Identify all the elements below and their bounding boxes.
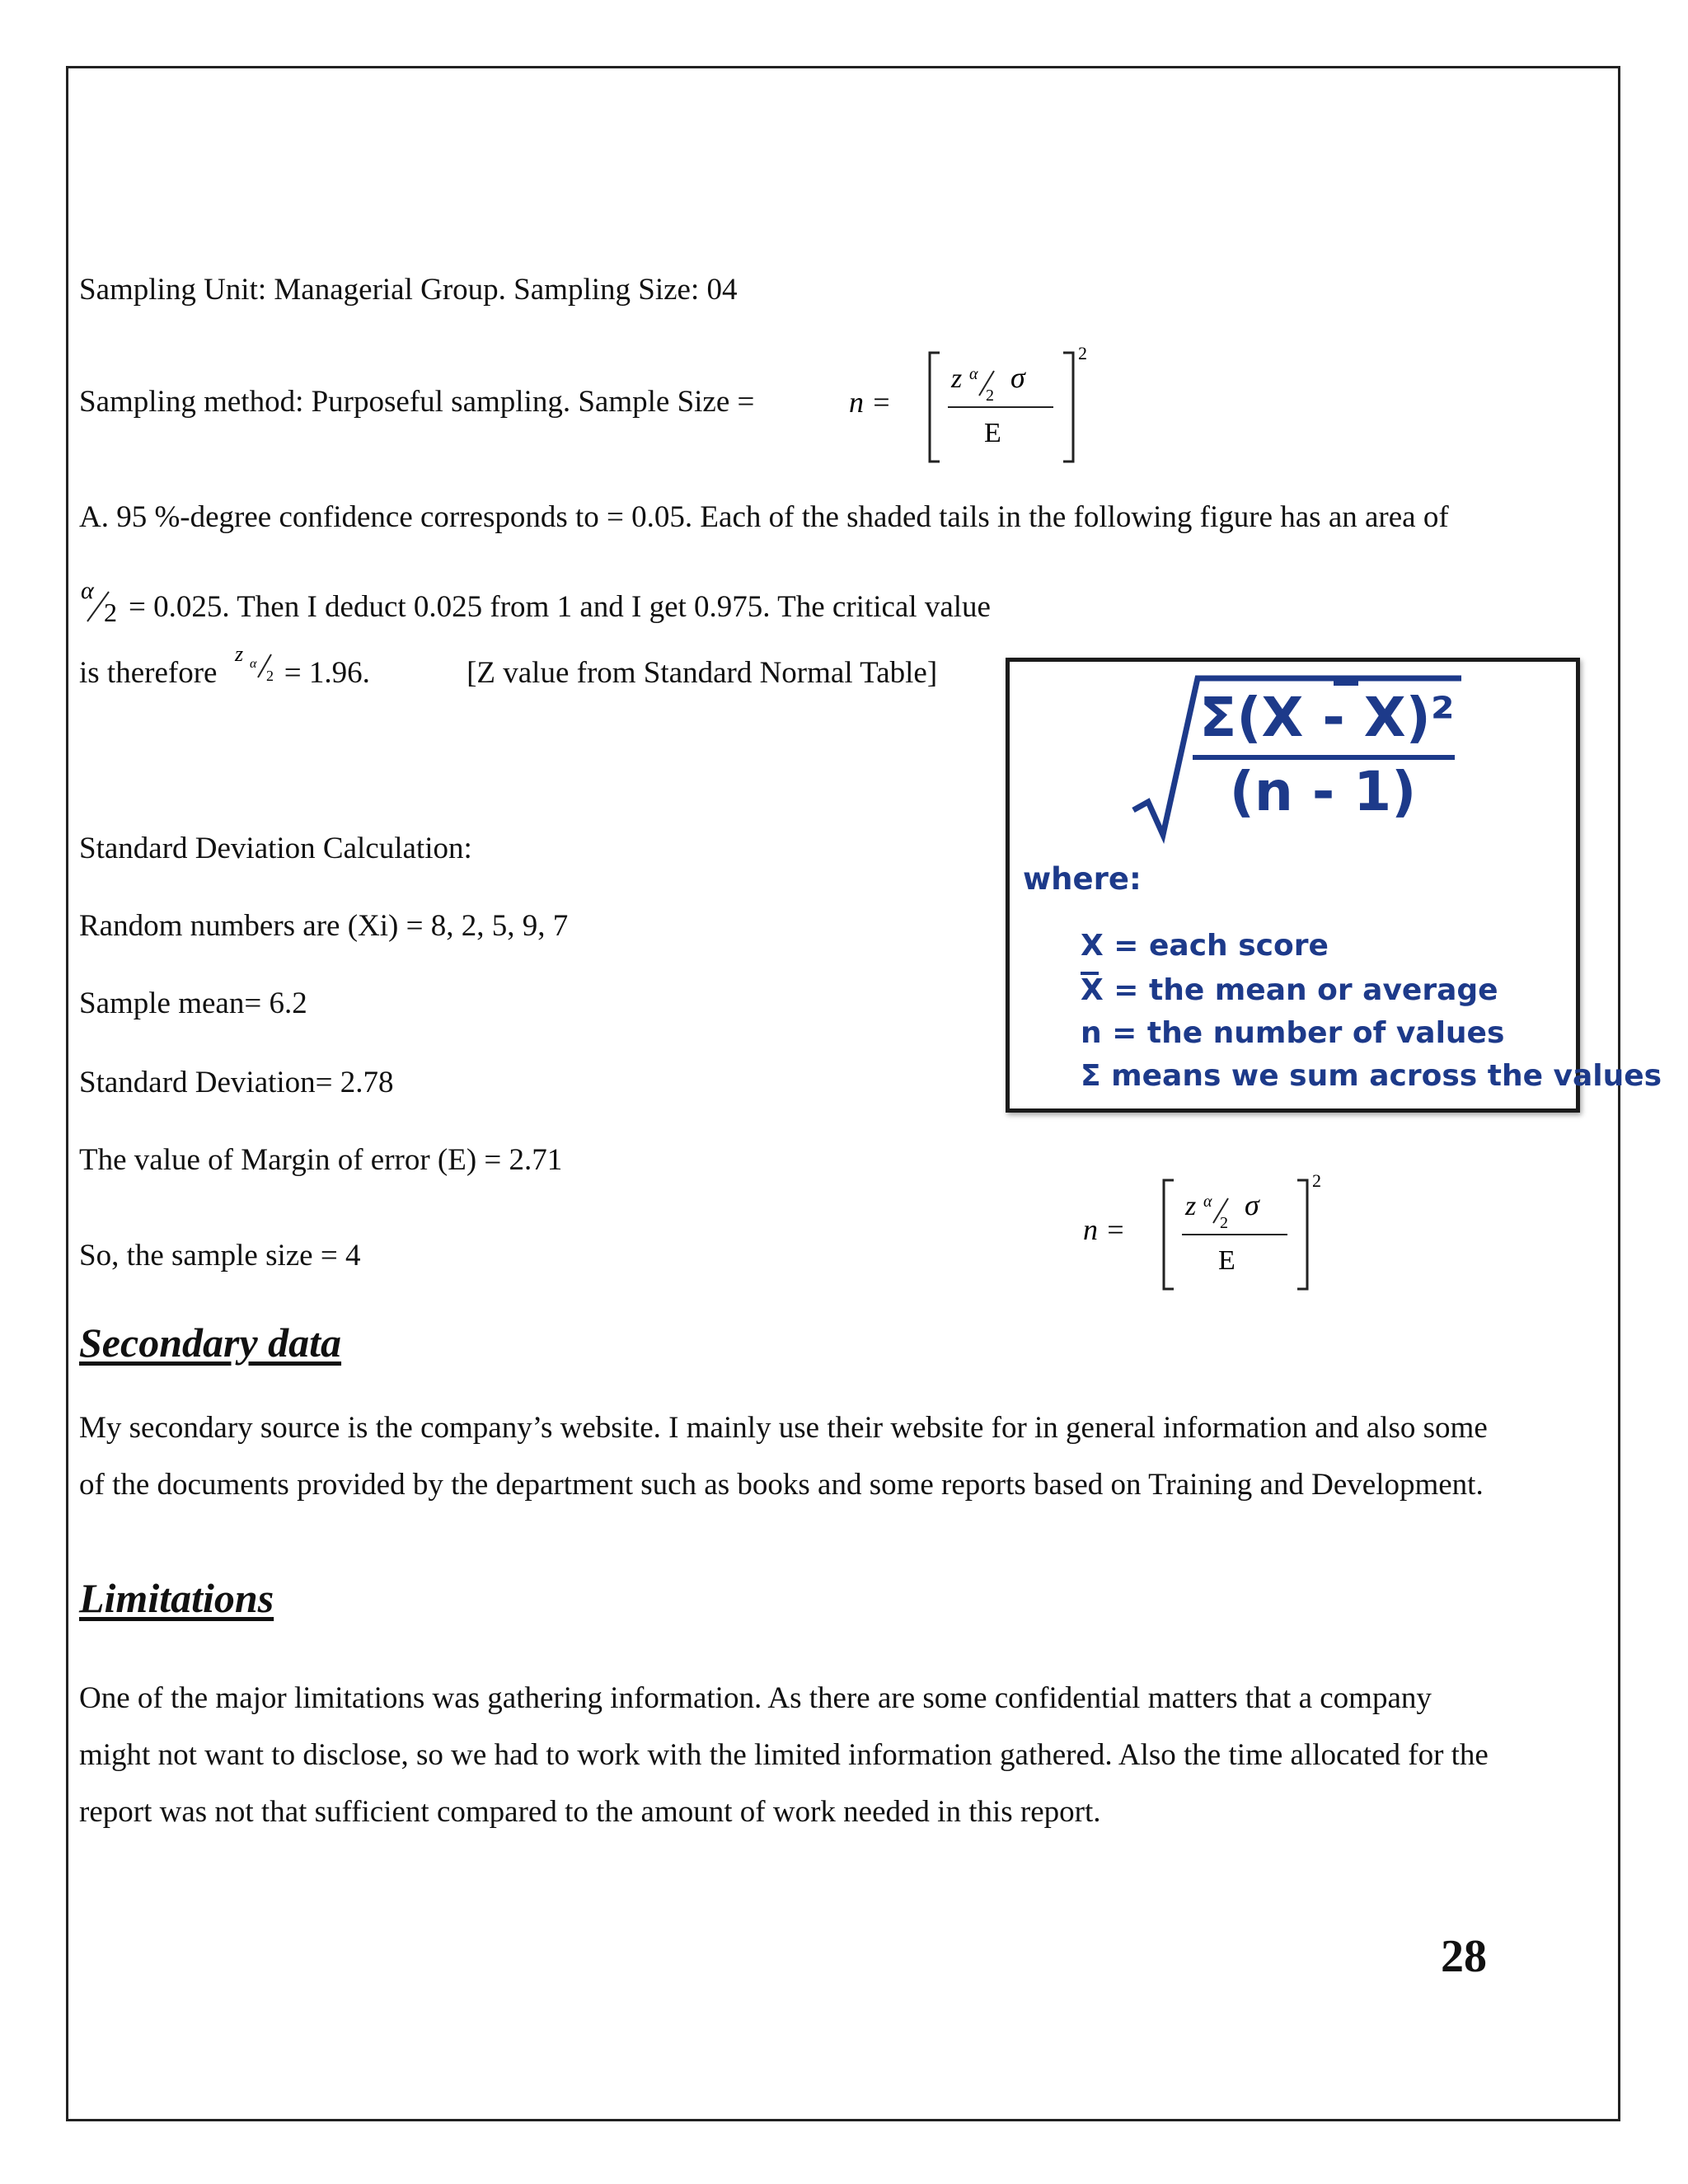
numerator-two: 2 — [986, 387, 994, 405]
page-number: 28 — [1441, 1931, 1487, 1982]
confidence-line: A. 95 %-degree confidence corresponds to = 0.05. Each of the shaded tails in the following figure has an area of — [79, 500, 1449, 534]
definition-each-score: X = each score — [1081, 929, 1329, 963]
numerator-z: z — [951, 363, 963, 394]
sample-size-formula-2-svg — [1083, 1165, 1330, 1297]
standard-deviation-formula-box — [1006, 658, 1662, 1113]
sample-size-formula-svg — [849, 338, 1096, 470]
sd-calc-line: Standard Deviation Calculation: — [79, 832, 472, 865]
therefore-prefix: is therefore — [79, 656, 218, 690]
formula-lhs: n = — [849, 386, 892, 419]
z-alpha-half — [233, 644, 284, 686]
random-numbers-line: Random numbers are (Xi) = 8, 2, 5, 9, 7 — [79, 909, 569, 943]
numerator-two-2: 2 — [1220, 1214, 1228, 1232]
secondary-line-1: My secondary source is the company’s website. I mainly use their website for in general information and also some — [79, 1411, 1488, 1445]
margin-error-line: The value of Margin of error (E) = 2.71 — [79, 1143, 563, 1177]
limitations-paragraph — [79, 1670, 1609, 1840]
secondary-line-2: of the documents provided by the department such as books and some reports based on Training and Development. — [79, 1468, 1484, 1502]
z-value-note: [Z value from Standard Normal Table] — [467, 656, 938, 690]
right-bracket — [1063, 353, 1073, 462]
exponent-2: 2 — [1312, 1170, 1321, 1191]
alpha-symbol: α — [81, 577, 94, 604]
alpha-over-two — [79, 579, 129, 625]
sampling-method-line: Sampling method: Purposeful sampling. Sample Size = — [79, 385, 755, 419]
sample-size-line: So, the sample size = 4 — [79, 1239, 361, 1272]
therefore-value: = 1.96. — [284, 656, 370, 690]
secondary-data-heading: Secondary data — [79, 1319, 342, 1366]
std-dev-line: Standard Deviation= 2.78 — [79, 1066, 394, 1099]
standard-deviation-formula-svg — [1010, 662, 1662, 1108]
two-symbol: 2 — [104, 598, 117, 627]
left-bracket — [930, 353, 940, 462]
numerator-sigma: σ — [1010, 361, 1025, 394]
right-bracket-2 — [1297, 1180, 1307, 1289]
formula-2-lhs: n = — [1083, 1213, 1126, 1246]
numerator-sigma-2: σ — [1245, 1188, 1259, 1221]
sample-mean-line: Sample mean= 6.2 — [79, 987, 307, 1020]
left-bracket-2 — [1164, 1180, 1174, 1289]
numerator-z-2: z — [1185, 1191, 1197, 1221]
sample-size-formula-2 — [1083, 1165, 1330, 1301]
denominator-e: E — [984, 418, 1001, 448]
sd-denominator: (n - 1) — [1229, 760, 1417, 823]
sampling-unit-line: Sampling Unit: Managerial Group. Sampling Size: 04 — [79, 273, 738, 307]
denominator-e-2: E — [1218, 1245, 1236, 1276]
limitations-line-2: might not want to disclose, so we had to work with the limited information gathered. Also the time allocated for the — [79, 1738, 1489, 1772]
alpha-half-line — [79, 579, 991, 626]
sd-numerator: Σ(X - X)² — [1199, 686, 1455, 749]
limitations-heading: Limitations — [79, 1575, 274, 1621]
z-two: 2 — [265, 668, 274, 684]
limitations-line-3: report was not that sufficient compared to the amount of work needed in this report. — [79, 1795, 1101, 1829]
limitations-line-1: One of the major limitations was gathering information. As there are some confidential matters that a company — [79, 1681, 1432, 1715]
definition-mean: X = the mean or average — [1081, 973, 1498, 1007]
alpha-half-text: = 0.025. Then I deduct 0.025 from 1 and I get 0.975. The critical value — [129, 590, 991, 624]
definition-n: n = the number of values — [1081, 1016, 1505, 1050]
z-alpha-symbol: α — [249, 657, 257, 671]
sample-size-formula — [849, 338, 1096, 474]
exponent: 2 — [1078, 343, 1087, 363]
therefore-line — [79, 644, 937, 691]
numerator-alpha-2: α — [1203, 1193, 1212, 1211]
definition-sigma: Σ means we sum across the values — [1081, 1059, 1662, 1093]
numerator-alpha: α — [969, 365, 978, 383]
where-label: where: — [1023, 861, 1142, 897]
secondary-data-paragraph — [79, 1399, 1609, 1513]
z-symbol: z — [234, 642, 243, 666]
